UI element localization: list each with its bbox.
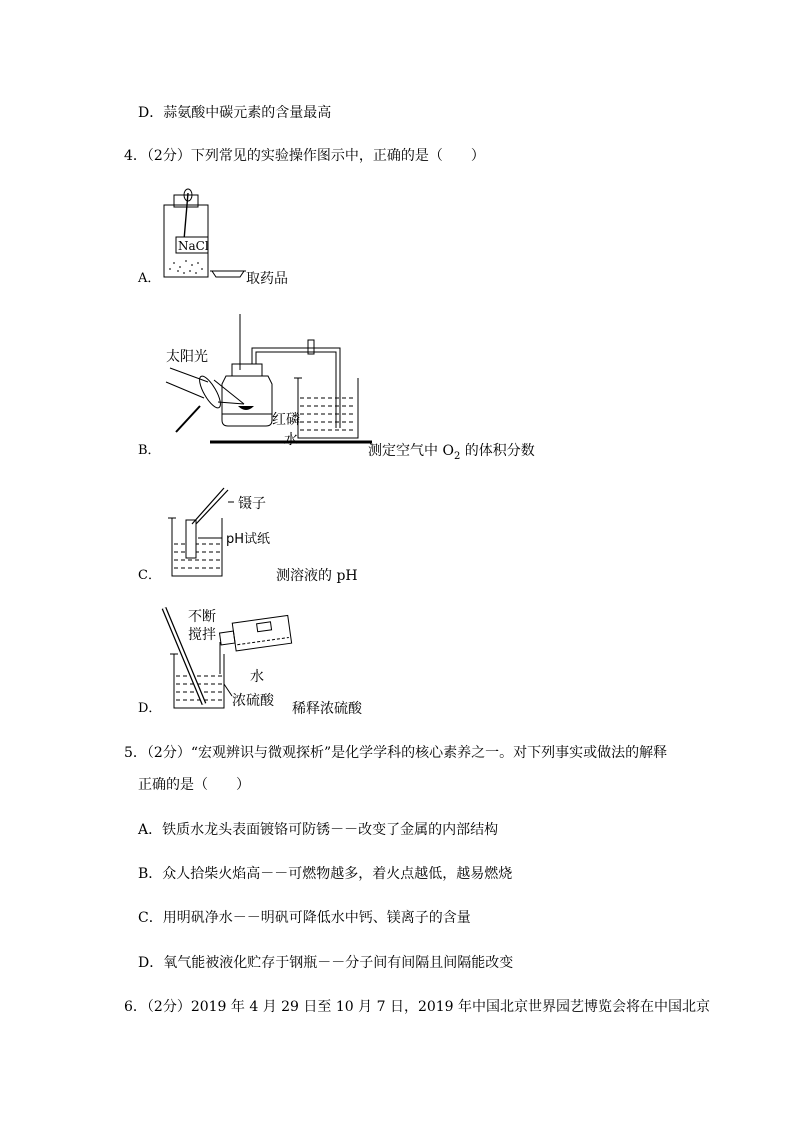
q4-option-b-caption (368, 442, 535, 466)
q4-option-d-water-label: 水 (250, 669, 264, 685)
q4-option-b-caption-pre: 测定空气中 O (368, 443, 454, 459)
q4-option-a-caption: 取药品 (246, 271, 288, 287)
q4-option-d-acid-label: 浓硫酸 (232, 693, 274, 709)
q6-stem-line1: 6．（2分）2019 年 4 月 29 日至 10 月 7 日，2019 年中国北京世界园艺博览会将在中国北京 (124, 999, 711, 1015)
q3-option-d: D．蒜氨酸中碳元素的含量最高 (138, 105, 332, 121)
q4-option-c-caption: 测溶液的 pH (276, 568, 358, 584)
q4-option-d-stir-label-2: 搅拌 (188, 627, 216, 643)
q5-stem-line2: 正确的是（ ） (138, 777, 250, 793)
q4-option-b-sunlight-label: 太阳光 (166, 349, 208, 365)
q5-option-a: A．铁质水龙头表面镀铬可防锈－－改变了金属的内部结构 (138, 822, 499, 838)
q5-stem-line1: 5．（2分）“宏观辨识与微观探析”是化学学科的核心素养之一。对下列事实或做法的解释 (124, 745, 668, 761)
q4-option-b-caption-post: 的体积分数 (460, 443, 535, 459)
q4-option-d-caption: 稀释浓硫酸 (292, 701, 362, 717)
q4-option-d-stir-label-1: 不断 (188, 609, 216, 625)
q4-option-c-paper-label: pH试纸 (226, 532, 271, 547)
q4-option-b-figure (160, 310, 380, 460)
q4-option-d-figure (160, 604, 300, 714)
q4-option-a-label: A． (138, 271, 161, 286)
q5-option-b: B．众人拾柴火焰高－－可燃物越多，着火点越低，越易燃烧 (138, 866, 513, 882)
q4-option-a-nacl-label: NaCl (178, 239, 209, 253)
q5-option-c: C．用明矾净水－－明矾可降低水中钙、镁离子的含量 (138, 910, 471, 926)
q4-option-b-phosphorus-label: 红磷 (272, 412, 300, 428)
q4-stem: 4．（2分）下列常见的实验操作图示中，正确的是（ ） (124, 148, 485, 164)
q4-option-b-caption-sub: 2 (453, 450, 461, 462)
q4-option-c-label: C． (138, 568, 161, 583)
q4-option-b-label: B． (138, 443, 161, 458)
q4-option-d-label: D． (138, 701, 162, 716)
q4-option-b-water-label: 水 (284, 432, 298, 448)
q5-option-d: D．氧气能被液化贮存于钢瓶－－分子间有间隔且间隔能改变 (138, 955, 514, 971)
q4-option-c-tweezers-label: 镊子 (238, 496, 266, 512)
